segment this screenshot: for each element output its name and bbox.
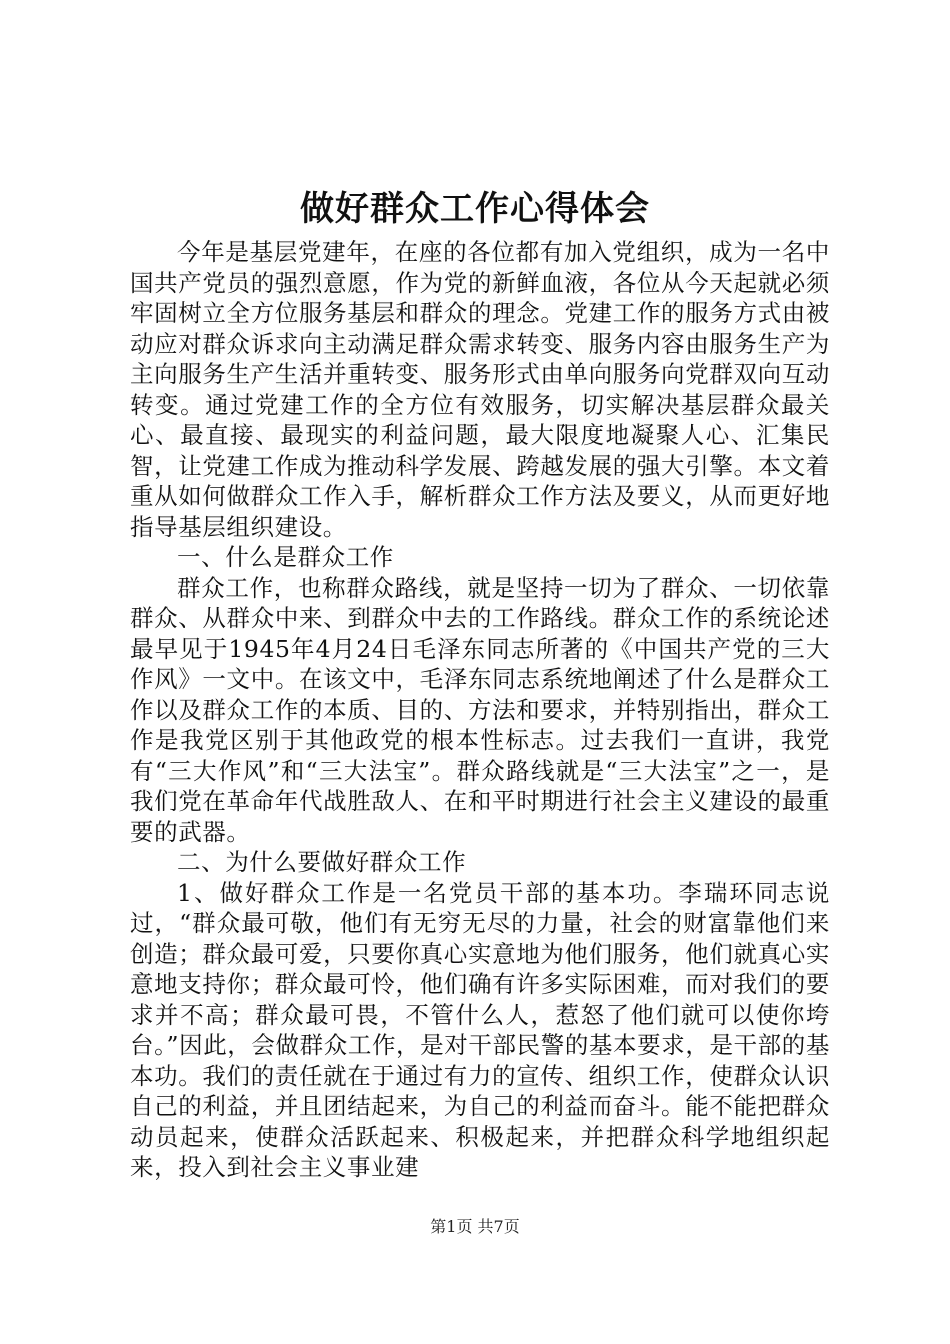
paragraph-intro: 今年是基层党建年，在座的各位都有加入党组织，成为一名中国共产党员的强烈意愿，作为党的新鲜血液，各位从今天起就必须牢固树立全方位服务基层和群众的理念。党建工作的服务方式由被动应对群众诉求向主动满足群众需求转变、服务内容由服务生产为主向服务生产生活并重转变、服务形式由单向服务向党群双向互动转变。通过党建工作的全方位有效服务，切实解决基层群众最关心、最直接、最现实的利益问题，最大限度地凝聚人心、汇集民智，让党建工作成为推动科学发展、跨越发展的强大引擎。本文着重从如何做群众工作入手，解析群众工作方法及要义，从而更好地指导基层组织建设。 bbox=[130, 238, 830, 541]
paragraph-section-1: 群众工作，也称群众路线，就是坚持一切为了群众、一切依靠群众、从群众中来、到群众中去的工作路线。群众工作的系统论述最早见于1945年4月24日毛泽东同志所著的《中国共产党的三大作风》一文中。在该文中，毛泽东同志系统地阐述了什么是群众工作以及群众工作的本质、目的、方法和要求，并特别指出，群众工作是我党区别于其他政党的根本性标志。过去我们一直讲，我党有“三大作风”和“三大法宝”。群众路线就是“三大法宝”之一，是我们党在革命年代战胜敌人、在和平时期进行社会主义建设的最重要的武器。 bbox=[130, 573, 830, 846]
page-number-footer: 第1页 共7页 bbox=[430, 1217, 520, 1236]
paragraph-section-2: 1、做好群众工作是一名党员干部的基本功。李瑞环同志说过，“群众最可敬，他们有无穷无尽的力量，社会的财富靠他们来创造；群众最可爱，只要你真心实意地为他们服务，他们就真心实意地支持你；群众最可怜，他们确有许多实际困难，而对我们的要求并不高；群众最可畏，不管什么人，惹怒了他们就可以使你垮台。”因此，会做群众工作，是对干部民警的基本要求，是干部的基本功。我们的责任就在于通过有力的宣传、组织工作，使群众认识自己的利益，并且团结起来，为自己的利益而奋斗。能不能把群众动员起来，使群众活跃起来、积极起来，并把群众科学地组织起来，投入到社会主义事业建 bbox=[130, 878, 830, 1181]
section-heading-2: 二、为什么要做好群众工作 bbox=[177, 848, 467, 876]
document-body bbox=[130, 237, 830, 1183]
section-heading-1: 一、什么是群众工作 bbox=[177, 543, 394, 571]
document-title: 做好群众工作心得体会 bbox=[300, 189, 650, 229]
